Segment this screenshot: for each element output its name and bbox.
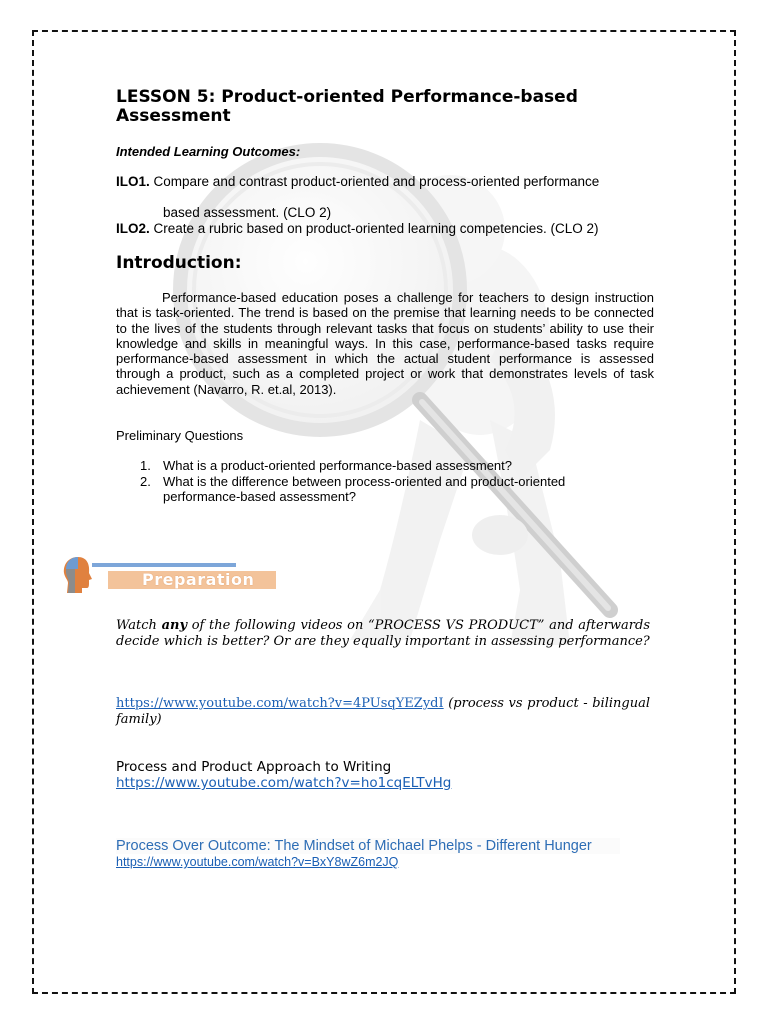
preparation-banner: [60, 553, 290, 597]
ilo1-label: ILO1.: [116, 174, 150, 189]
video3-title[interactable]: Process Over Outcome: The Mindset of Michael Phelps - Different Hunger: [116, 838, 620, 854]
ilo2-label: ILO2.: [116, 221, 150, 236]
watch-instructions: [116, 618, 650, 650]
banner-label: Preparation: [142, 570, 255, 589]
ilo-heading: Intended Learning Outcomes:: [116, 144, 301, 159]
preliminary-questions-heading: Preliminary Questions: [116, 428, 244, 443]
preliminary-questions-list: [116, 458, 636, 505]
watch-emphasis: any: [161, 618, 187, 633]
head-profile-icon: [60, 553, 100, 597]
list-item: [116, 458, 636, 474]
video3-link[interactable]: https://www.youtube.com/watch?v=BxY8wZ6m2JQ: [116, 855, 399, 869]
video2-title: Process and Product Approach to Writing: [116, 759, 392, 775]
introduction-heading: Introduction:: [116, 253, 242, 273]
ilo2-text: Create a rubric based on product-oriented learning competencies. (CLO 2): [153, 221, 599, 236]
watch-text-start: Watch: [116, 618, 162, 633]
list-item-text: What is a product-oriented performance-based assessment?: [163, 458, 513, 473]
lesson-title: LESSON 5: Product-oriented Performance-based Assessment: [116, 87, 578, 126]
list-item-number: 1.: [140, 458, 151, 473]
banner-blue-bar: [92, 563, 236, 567]
ilo2-line: [116, 221, 599, 237]
list-item-number: 2.: [140, 473, 151, 489]
list-item: [116, 474, 636, 505]
list-item-text: What is the difference between process-oriented and product-oriented performance-based assessment?: [163, 473, 566, 504]
video1-note: (process vs product - bilingual family): [116, 696, 650, 727]
ilo1-continuation: based assessment. (CLO 2): [163, 205, 332, 220]
introduction-paragraph: Performance-based education poses a challenge for teachers to design instruction that is task-oriented. The trend is based on the premise that learning needs to be connected to the lives of the students through relevant tasks that focus on students’ ability to use their knowledge and skills in meaningful ways. In this case, performance-based tasks require performance-based assessment in which the actual student performance is assessed through a product, such as a completed project or work that demonstrates levels of task achievement (Navarro, R. et.al, 2013).: [116, 290, 654, 397]
video2-link[interactable]: https://www.youtube.com/watch?v=ho1cqELTvHg: [116, 775, 452, 791]
watch-text-end: of the following videos on “PROCESS VS PRODUCT” and afterwards decide which is better? Or are they equally important in assessing performance?: [116, 618, 651, 649]
video1-link[interactable]: https://www.youtube.com/watch?v=4PUsqYEZydI: [116, 696, 444, 711]
ilo1-text: Compare and contrast product-oriented and process-oriented performance: [153, 174, 600, 189]
video1-line: [116, 696, 650, 728]
ilo1-line: [116, 174, 636, 190]
